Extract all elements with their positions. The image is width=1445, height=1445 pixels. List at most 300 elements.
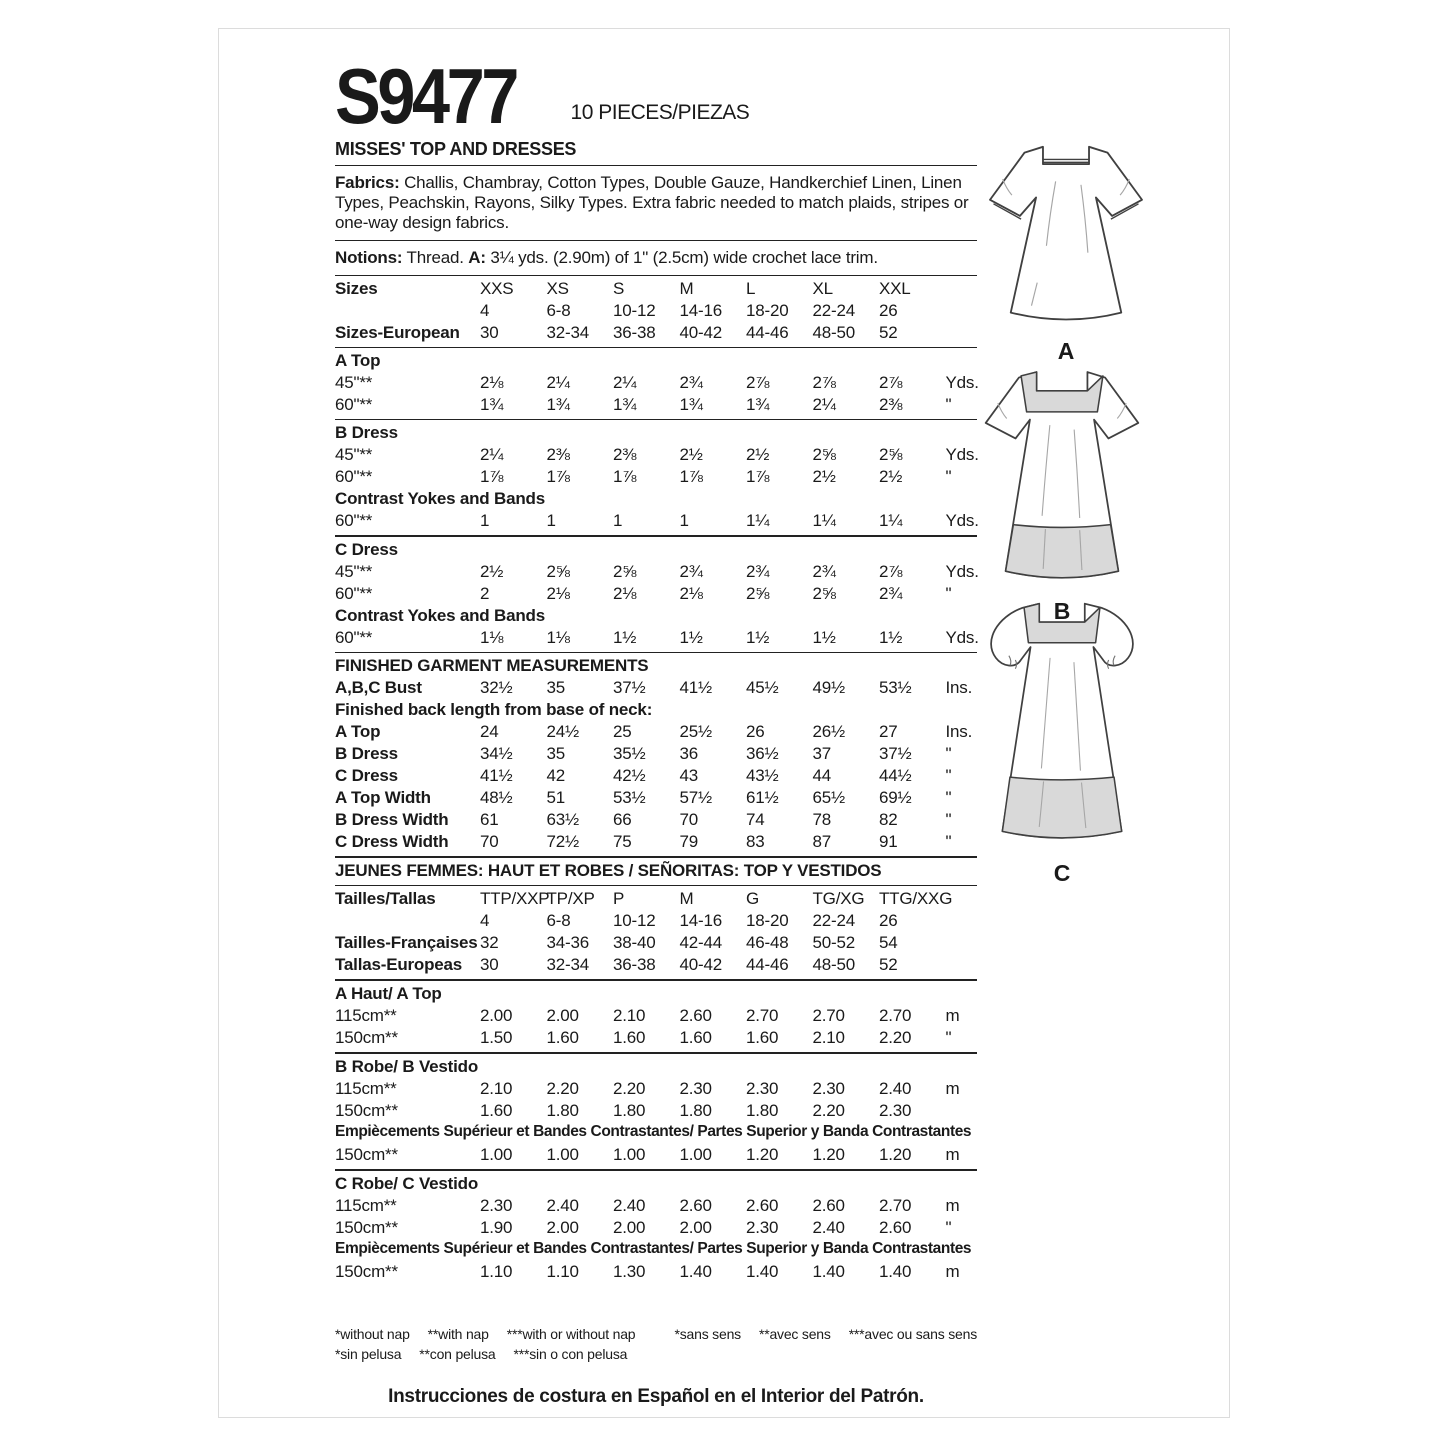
value-cell: 1¾	[746, 394, 770, 414]
unit-cell: "	[945, 1217, 952, 1237]
value-cell: 2.30	[480, 1195, 513, 1215]
value-cell: 2.60	[812, 1195, 845, 1215]
value-cell: 2.00	[480, 1005, 513, 1025]
value-cell: 2¾	[879, 583, 903, 603]
section-heading: C Robe/ C Vestido	[335, 1173, 479, 1193]
divider-rule	[335, 885, 977, 886]
row-label: Sizes-European	[335, 322, 460, 342]
unit-cell: m	[945, 1144, 960, 1164]
value-cell: 2¾	[679, 561, 703, 581]
row-label: C Dress	[335, 765, 398, 785]
value-cell: 2.00	[546, 1005, 579, 1025]
value-cell: 1.40	[746, 1261, 779, 1281]
value-cell: 1⅞	[746, 466, 770, 486]
value-cell: 1.80	[546, 1100, 579, 1120]
value-cell: 1.00	[546, 1144, 579, 1164]
value-cell: 61½	[746, 787, 779, 807]
table-row	[335, 832, 977, 854]
spanish-instructions-note: Instrucciones de costura en Español en el Interior del Patrón.	[388, 1385, 924, 1407]
row-label: 60"**	[335, 583, 373, 603]
value-cell: 2.20	[879, 1027, 912, 1047]
value-cell: 1.40	[812, 1261, 845, 1281]
value-cell: 26	[879, 300, 898, 320]
value-cell: 2.20	[613, 1078, 646, 1098]
value-cell: 57½	[679, 787, 712, 807]
unit-cell: "	[945, 765, 952, 785]
value-cell: 1½	[812, 627, 836, 647]
value-cell: 2.30	[879, 1100, 912, 1120]
value-cell: 41½	[480, 765, 513, 785]
value-cell: 1¼	[746, 510, 770, 530]
value-cell: 52	[879, 954, 898, 974]
row-label: 45"**	[335, 444, 373, 464]
value-cell: 2⅞	[879, 561, 903, 581]
value-cell: 51	[546, 787, 566, 807]
table-row	[335, 373, 977, 395]
value-cell: 52	[879, 322, 898, 342]
value-cell: 1.20	[879, 1144, 912, 1164]
value-cell: 1½	[879, 627, 903, 647]
value-cell: 34-36	[546, 932, 589, 952]
value-cell: 1.00	[679, 1144, 712, 1164]
divider-rule	[335, 165, 977, 166]
divider-rule	[335, 856, 977, 858]
pieces-count: 10 PIECES/PIEZAS	[570, 100, 750, 124]
value-cell: 10-12	[613, 300, 656, 320]
value-cell: 14-16	[679, 300, 722, 320]
table-row	[335, 788, 977, 810]
footnote-item: **avec sens	[758, 1325, 831, 1342]
value-cell: 36-38	[613, 322, 656, 342]
row-label: Tailles/Tallas	[335, 888, 436, 908]
value-cell: 18-20	[746, 300, 789, 320]
value-cell: XXL	[879, 278, 911, 298]
unit-cell: Yds.	[945, 444, 979, 464]
value-cell: 1	[613, 510, 623, 530]
value-cell: 2⅝	[812, 444, 836, 464]
value-cell: 27	[879, 721, 898, 741]
garment-view-b	[967, 361, 1157, 625]
section-heading: A Haut/ A Top	[335, 983, 442, 1003]
garment-view-c	[967, 595, 1157, 887]
value-cell: 2½	[879, 466, 903, 486]
divider-rule	[335, 1169, 977, 1171]
divider-rule	[335, 979, 977, 981]
pattern-envelope-page	[218, 28, 1230, 1418]
value-cell: 1.60	[613, 1027, 646, 1047]
unit-cell: "	[945, 743, 952, 763]
unit-cell: Yds.	[945, 510, 979, 530]
value-cell: TTP/XXP	[480, 888, 550, 908]
divider-rule	[335, 1052, 977, 1054]
footnote-item: **con pelusa	[419, 1345, 496, 1362]
value-cell: 1¾	[613, 394, 637, 414]
value-cell: 2⅜	[613, 444, 637, 464]
unit-cell: "	[945, 787, 952, 807]
value-cell: 2	[480, 583, 490, 603]
pattern-number: S9477	[335, 52, 516, 140]
value-cell: 66	[613, 809, 632, 829]
value-cell: 2⅛	[546, 583, 570, 603]
value-cell: 1⅛	[480, 627, 504, 647]
value-cell: S	[613, 278, 625, 298]
unit-cell: Yds.	[945, 372, 979, 392]
row-label: 60"**	[335, 466, 373, 486]
value-cell: 2.10	[480, 1078, 513, 1098]
table-row	[335, 1196, 977, 1218]
value-cell: 1½	[679, 627, 703, 647]
value-cell: 1⅞	[546, 466, 570, 486]
value-cell: L	[746, 278, 756, 298]
value-cell: 2⅞	[812, 372, 836, 392]
view-a-label: A	[1057, 338, 1075, 364]
row-label: B Dress Width	[335, 809, 449, 829]
value-cell: 1.60	[546, 1027, 579, 1047]
value-cell: 2⅝	[812, 583, 836, 603]
value-cell: 2⅞	[879, 372, 903, 392]
value-cell: TTG/XXG	[879, 888, 953, 908]
value-cell: 53½	[879, 677, 912, 697]
view-c-label: C	[1053, 860, 1071, 886]
row-label: Tailles-Françaises	[335, 932, 478, 952]
value-cell: 1¾	[546, 394, 570, 414]
value-cell: 42½	[613, 765, 646, 785]
value-cell: 1.80	[613, 1100, 646, 1120]
value-cell: 41½	[679, 677, 712, 697]
garment-a-illustration	[971, 133, 1161, 331]
unit-cell: m	[945, 1261, 960, 1281]
row-label: A,B,C Bust	[335, 677, 422, 697]
value-cell: 6-8	[546, 910, 571, 930]
value-cell: P	[613, 888, 625, 908]
value-cell: 24	[480, 721, 499, 741]
row-label: 45"**	[335, 561, 373, 581]
value-cell: 2¾	[746, 561, 770, 581]
unit-cell: "	[945, 394, 952, 414]
footnote-group-spanish	[335, 1344, 627, 1364]
value-cell: 46-48	[746, 932, 789, 952]
value-cell: 2⅛	[613, 583, 637, 603]
value-cell: 48-50	[812, 954, 855, 974]
value-cell: 34½	[480, 743, 513, 763]
value-cell: 32-34	[546, 954, 589, 974]
value-cell: 22-24	[812, 910, 855, 930]
footnote-line-2	[335, 1344, 977, 1364]
value-cell: 2¼	[812, 394, 836, 414]
value-cell: 36-38	[613, 954, 656, 974]
value-cell: 1.40	[679, 1261, 712, 1281]
section-heading: Empiècements Supérieur et Bandes Contrastantes/ Partes Superior y Banda Contrastantes	[335, 1239, 972, 1257]
value-cell: 50-52	[812, 932, 855, 952]
footnote-item: ***sin o con pelusa	[513, 1345, 628, 1362]
row-label: 115cm**	[335, 1078, 397, 1098]
value-cell: 2.30	[746, 1217, 779, 1237]
value-cell: 25½	[679, 721, 712, 741]
table-row	[335, 1145, 977, 1167]
garment-c-illustration	[967, 595, 1157, 853]
value-cell: 70	[679, 809, 699, 829]
value-cell: 2.40	[879, 1078, 912, 1098]
value-cell: 2.30	[812, 1078, 845, 1098]
notions-text-post: 3¼ yds. (2.90m) of 1" (2.5cm) wide crochet lace trim.	[485, 247, 878, 267]
divider-rule	[335, 240, 977, 241]
value-cell: 53½	[613, 787, 646, 807]
value-cell: 32	[480, 932, 499, 952]
footnote-item: **with nap	[427, 1325, 489, 1342]
value-cell: 6-8	[546, 300, 571, 320]
table-row	[335, 1262, 977, 1284]
value-cell: 75	[613, 831, 632, 851]
value-cell: 25	[613, 721, 632, 741]
unit-cell: Yds.	[945, 627, 979, 647]
value-cell: 1.60	[746, 1027, 779, 1047]
footnote-item: ***with or without nap	[506, 1325, 636, 1342]
value-cell: 1	[546, 510, 556, 530]
table-row	[335, 584, 977, 606]
row-label: 150cm**	[335, 1100, 398, 1120]
value-cell: 35½	[613, 743, 646, 763]
table-row	[335, 911, 977, 933]
divider-rule	[335, 652, 977, 653]
value-cell: 2⅜	[879, 394, 903, 414]
row-label: 45"**	[335, 372, 373, 392]
value-cell: 1⅞	[679, 466, 703, 486]
value-cell: 1¼	[879, 510, 903, 530]
row-label: 115cm**	[335, 1005, 397, 1025]
value-cell: 26	[746, 721, 765, 741]
value-cell: 1.90	[480, 1217, 513, 1237]
value-cell: 2.30	[746, 1078, 779, 1098]
table-row	[335, 1218, 977, 1240]
value-cell: G	[746, 888, 760, 908]
unit-cell: "	[945, 831, 952, 851]
unit-cell: "	[945, 583, 952, 603]
value-cell: 2.40	[812, 1217, 845, 1237]
footnote-group-french	[674, 1324, 977, 1344]
table-row	[335, 766, 977, 788]
row-label: A Top Width	[335, 787, 431, 807]
unit-cell: m	[945, 1195, 960, 1215]
value-cell: 2.20	[812, 1100, 845, 1120]
value-cell: 72½	[546, 831, 579, 851]
value-cell: 63½	[546, 809, 579, 829]
value-cell: 44	[812, 765, 832, 785]
value-cell: 2.20	[546, 1078, 579, 1098]
value-cell: 42-44	[679, 932, 722, 952]
value-cell: 40-42	[679, 954, 722, 974]
value-cell: 2.10	[812, 1027, 845, 1047]
value-cell: 65½	[812, 787, 845, 807]
section-heading: Finished back length from base of neck:	[335, 699, 653, 719]
table-row	[335, 722, 977, 744]
value-cell: 83	[746, 831, 765, 851]
value-cell: 2¼	[480, 444, 504, 464]
unit-cell: Yds.	[945, 561, 979, 581]
value-cell: 1⅞	[613, 466, 637, 486]
value-cell: 2½	[679, 444, 703, 464]
footnote-item: *without nap	[335, 1325, 410, 1342]
value-cell: 43	[679, 765, 699, 785]
table-row	[335, 1101, 977, 1123]
unit-cell: "	[945, 1027, 952, 1047]
value-cell: 1½	[746, 627, 770, 647]
value-cell: 40-42	[679, 322, 722, 342]
value-cell: 1¼	[812, 510, 836, 530]
row-label: 60"**	[335, 510, 373, 530]
value-cell: 2.60	[879, 1217, 912, 1237]
value-cell: 26	[879, 910, 898, 930]
value-cell: 1.80	[746, 1100, 779, 1120]
value-cell: 1.00	[480, 1144, 513, 1164]
table-row	[335, 395, 977, 417]
table-row	[335, 889, 977, 911]
row-label: B Dress	[335, 743, 398, 763]
value-cell: 2¾	[812, 561, 836, 581]
table-row	[335, 933, 977, 955]
value-cell: 79	[679, 831, 699, 851]
value-cell: 2¾	[679, 372, 703, 392]
value-cell: 1.20	[812, 1144, 845, 1164]
document-title: MISSES' TOP AND DRESSES	[335, 138, 577, 159]
fabrics-paragraph	[335, 169, 977, 238]
footnote-item: ***avec ou sans sens	[848, 1325, 977, 1342]
value-cell: 2½	[812, 466, 836, 486]
value-cell: 82	[879, 809, 898, 829]
value-cell: 2¼	[546, 372, 570, 392]
value-cell: 35	[546, 743, 566, 763]
notions-view-letter: A:	[468, 247, 486, 267]
value-cell: 4	[480, 300, 490, 320]
table-row	[335, 279, 977, 301]
value-cell: 2½	[746, 444, 770, 464]
value-cell: 1.10	[480, 1261, 513, 1281]
unit-cell: m	[945, 1078, 960, 1098]
value-cell: M	[679, 278, 694, 298]
row-label: 150cm**	[335, 1027, 398, 1047]
notions-paragraph	[335, 244, 977, 273]
value-cell: XL	[812, 278, 833, 298]
divider-rule	[335, 535, 977, 537]
value-cell: 1.80	[679, 1100, 712, 1120]
fabrics-text: Challis, Chambray, Cotton Types, Double Gauze, Handkerchief Linen, Linen Types, Peachskin, Rayons, Silky Types. Extra fabric needed to match plaids, stripes or one-way design fabrics.	[335, 172, 969, 232]
row-label: 150cm**	[335, 1144, 398, 1164]
value-cell: 2.60	[679, 1005, 712, 1025]
table-row	[335, 1028, 977, 1050]
row-label: 115cm**	[335, 1195, 397, 1215]
table-row	[335, 511, 977, 533]
value-cell: 10-12	[613, 910, 656, 930]
value-cell: 2.60	[746, 1195, 779, 1215]
value-cell: 2.40	[546, 1195, 579, 1215]
value-cell: 42	[546, 765, 566, 785]
value-cell: XS	[546, 278, 569, 298]
value-cell: 44-46	[746, 954, 789, 974]
value-cell: 44-46	[746, 322, 789, 342]
value-cell: 2⅛	[679, 583, 703, 603]
value-cell: 35	[546, 677, 566, 697]
table-row	[335, 301, 977, 323]
value-cell: 45½	[746, 677, 779, 697]
value-cell: 38-40	[613, 932, 656, 952]
value-cell: 48½	[480, 787, 513, 807]
value-cell: 37	[812, 743, 832, 763]
row-label: A Top	[335, 721, 381, 741]
table-row	[335, 562, 977, 584]
value-cell: XXS	[480, 278, 514, 298]
value-cell: 37½	[879, 743, 912, 763]
table-row	[335, 678, 977, 700]
unit-cell: Ins.	[945, 677, 973, 697]
value-cell: 4	[480, 910, 490, 930]
section-heading: Contrast Yokes and Bands	[335, 605, 545, 625]
value-cell: 1.60	[480, 1100, 513, 1120]
value-cell: 36	[679, 743, 699, 763]
value-cell: 14-16	[679, 910, 722, 930]
value-cell: 2¼	[613, 372, 637, 392]
table-row	[335, 467, 977, 489]
section-heading: JEUNES FEMMES: HAUT ET ROBES / SEÑORITAS: TOP Y VESTIDOS	[335, 860, 882, 880]
table-row	[335, 1079, 977, 1101]
value-cell: 44½	[879, 765, 912, 785]
row-label: 60"**	[335, 394, 373, 414]
table-row	[335, 323, 977, 345]
value-cell: 36½	[746, 743, 779, 763]
unit-cell: "	[945, 466, 952, 486]
value-cell: 1.10	[546, 1261, 579, 1281]
value-cell: 30	[480, 322, 499, 342]
table-row	[335, 744, 977, 766]
value-cell: 24½	[546, 721, 579, 741]
value-cell: 2.00	[613, 1217, 646, 1237]
garment-view-a	[971, 133, 1161, 365]
value-cell: 1¾	[480, 394, 504, 414]
section-heading: Empiècements Supérieur et Bandes Contrastantes/ Partes Superior y Banda Contrastantes	[335, 1122, 972, 1140]
value-cell: 1⅞	[480, 466, 504, 486]
footnote-line-1	[335, 1324, 977, 1344]
table-row	[335, 445, 977, 467]
value-cell: 2.40	[613, 1195, 646, 1215]
value-cell: TP/XP	[546, 888, 595, 908]
unit-cell: Ins.	[945, 721, 973, 741]
yardage-table	[335, 279, 977, 1284]
value-cell: 61	[480, 809, 499, 829]
value-cell: 1.20	[746, 1144, 779, 1164]
value-cell: 2⅝	[879, 444, 903, 464]
value-cell: 2.70	[879, 1005, 912, 1025]
value-cell: 2⅝	[746, 583, 770, 603]
main-content-column	[335, 52, 979, 1408]
notions-text-pre: Thread.	[402, 247, 469, 267]
value-cell: 1	[480, 510, 490, 530]
value-cell: 91	[879, 831, 898, 851]
notions-label: Notions:	[335, 247, 403, 267]
value-cell: 30	[480, 954, 499, 974]
value-cell: 37½	[613, 677, 646, 697]
footnote-item: *sin pelusa	[335, 1345, 402, 1362]
value-cell: 2.00	[679, 1217, 712, 1237]
fabrics-label: Fabrics:	[335, 172, 400, 192]
section-heading: FINISHED GARMENT MEASUREMENTS	[335, 655, 649, 675]
divider-rule	[335, 275, 977, 276]
value-cell: 1.60	[679, 1027, 712, 1047]
value-cell: 87	[812, 831, 832, 851]
view-b-label: B	[1053, 598, 1071, 624]
value-cell: 43½	[746, 765, 779, 785]
divider-rule	[335, 419, 977, 420]
value-cell: 78	[812, 809, 832, 829]
value-cell: 22-24	[812, 300, 855, 320]
value-cell: 26½	[812, 721, 845, 741]
